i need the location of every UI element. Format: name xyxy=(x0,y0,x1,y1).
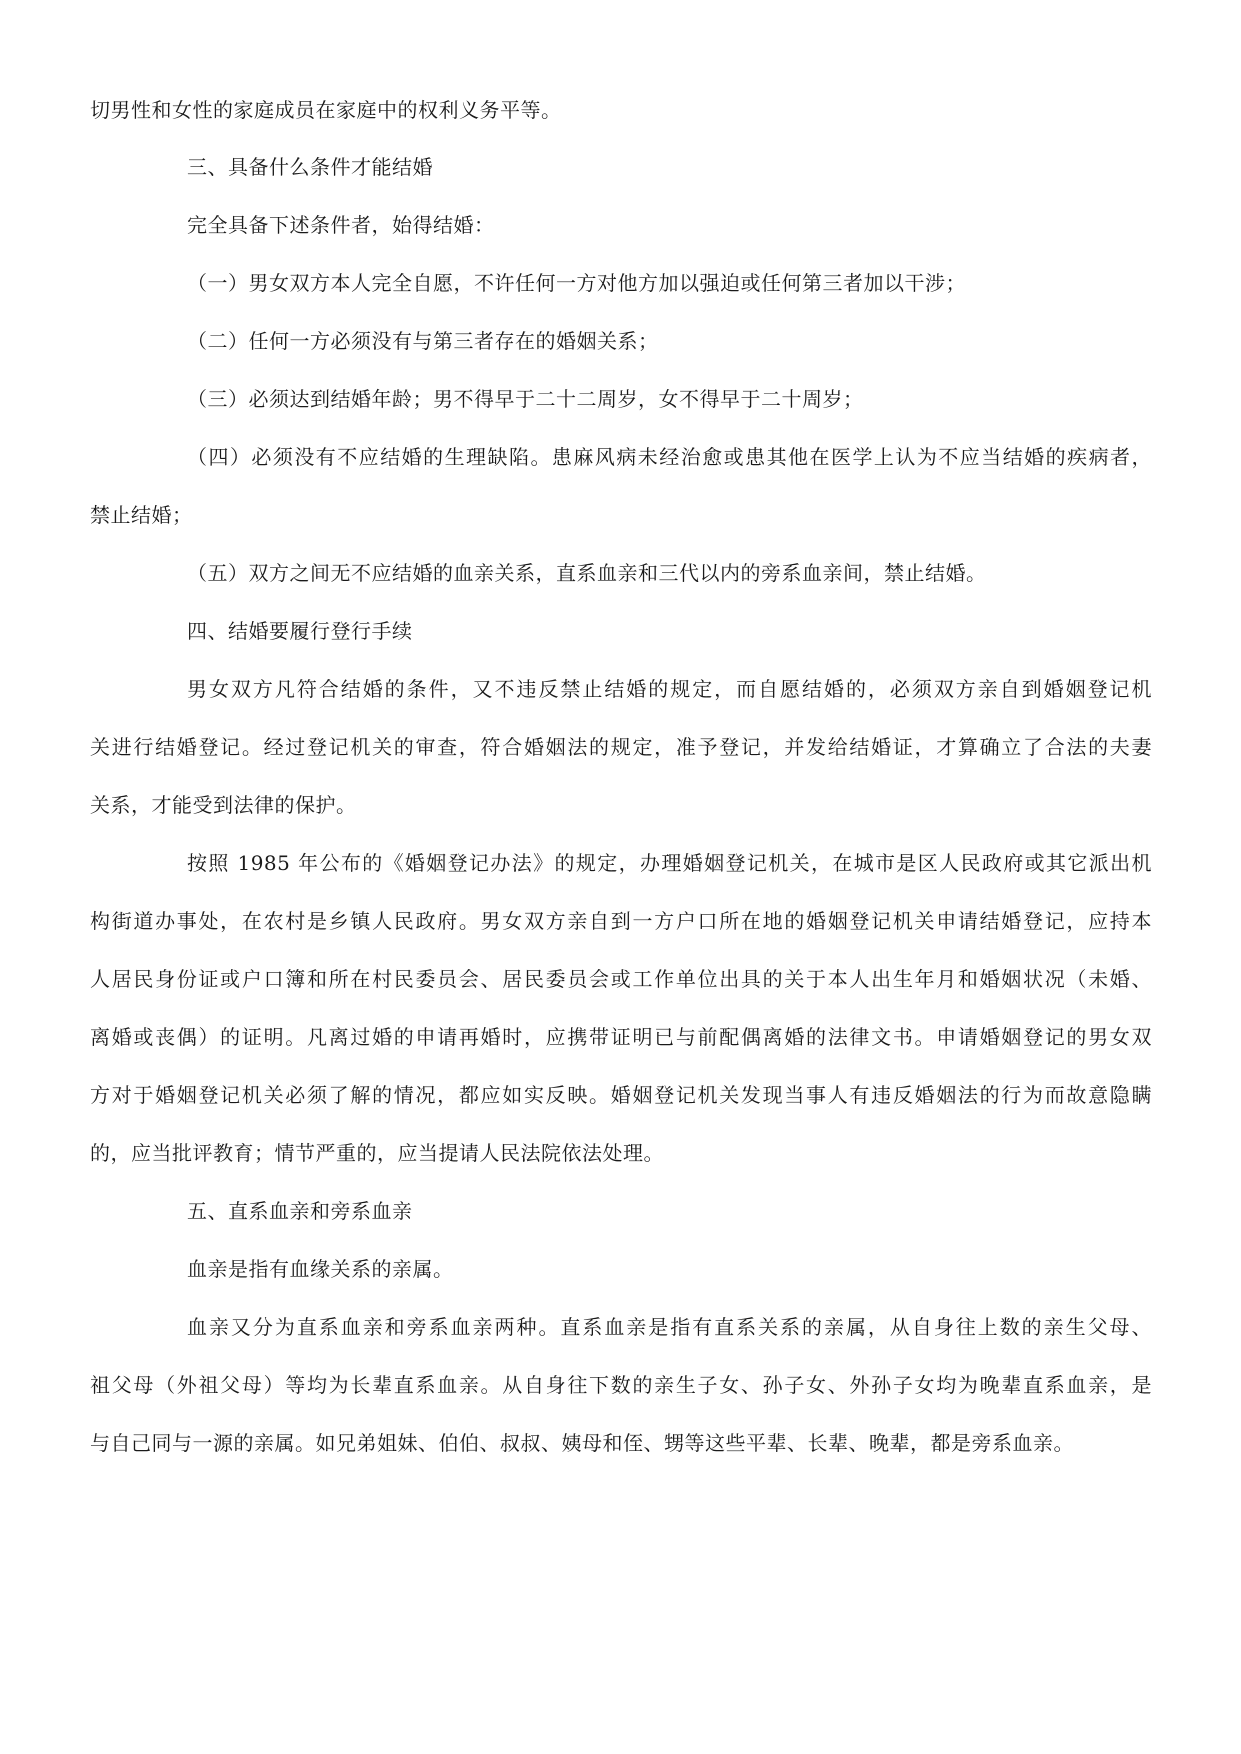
paragraph-line: 关进行结婚登记。经过登记机关的审查，符合婚姻法的规定，准予登记，并发给结婚证，才算确立了合法的夫妻 xyxy=(90,735,1152,759)
paragraph-line: 离婚或丧偶）的证明。凡离过婚的申请再婚时，应携带证明已与前配偶离婚的法律文书。申请婚姻登记的男女双 xyxy=(90,1025,1152,1049)
list-item: （一）男女双方本人完全自愿，不许任何一方对他方加以强迫或任何第三者加以干涉； xyxy=(187,271,966,295)
paragraph-line: 人居民身份证或户口簿和所在村民委员会、居民委员会或工作单位出具的关于本人出生年月和婚姻状况（未婚、 xyxy=(90,967,1152,991)
section-heading: 四、结婚要履行登行手续 xyxy=(187,619,413,643)
section-heading: 三、具备什么条件才能结婚 xyxy=(187,155,433,179)
paragraph-line: 构街道办事处，在农村是乡镇人民政府。男女双方亲自到一方户口所在地的婚姻登记机关申请结婚登记，应持本 xyxy=(90,909,1152,933)
paragraph-line: 关系，才能受到法律的保护。 xyxy=(90,793,357,817)
list-item-continuation: 禁止结婚； xyxy=(90,503,193,527)
paragraph-line: 血亲是指有血缘关系的亲属。 xyxy=(187,1257,454,1281)
list-item: （五）双方之间无不应结婚的血亲关系，直系血亲和三代以内的旁系血亲间，禁止结婚。 xyxy=(187,561,987,585)
paragraph-line: 与自己同与一源的亲属。如兄弟姐妹、伯伯、叔叔、姨母和侄、甥等这些平辈、长辈、晚辈，都是旁系血亲。 xyxy=(90,1431,1074,1455)
section-heading: 五、直系血亲和旁系血亲 xyxy=(187,1199,413,1223)
list-item: （四）必须没有不应结婚的生理缺陷。患麻风病未经治愈或患其他在医学上认为不应当结婚的疾病者， xyxy=(187,445,1152,469)
paragraph-line: 的，应当批评教育；情节严重的，应当提请人民法院依法处理。 xyxy=(90,1141,664,1165)
list-item: （二）任何一方必须没有与第三者存在的婚姻关系； xyxy=(187,329,659,353)
paragraph-line: 按照 1985 年公布的《婚姻登记办法》的规定，办理婚姻登记机关，在城市是区人民政府或其它派出机 xyxy=(187,851,1152,875)
paragraph-line: 男女双方凡符合结婚的条件，又不违反禁止结婚的规定，而自愿结婚的，必须双方亲自到婚姻登记机 xyxy=(187,677,1152,701)
paragraph-line: 祖父母（外祖父母）等均为长辈直系血亲。从自身往下数的亲生子女、孙子女、外孙子女均为晚辈直系血亲，是 xyxy=(90,1373,1152,1397)
paragraph-line: 切男性和女性的家庭成员在家庭中的权利义务平等。 xyxy=(90,98,562,122)
paragraph-line: 方对于婚姻登记机关必须了解的情况，都应如实反映。婚姻登记机关发现当事人有违反婚姻法的行为而故意隐瞒 xyxy=(90,1083,1152,1107)
paragraph-line: 血亲又分为直系血亲和旁系血亲两种。直系血亲是指有直系关系的亲属，从自身往上数的亲生父母、 xyxy=(187,1315,1152,1339)
paragraph-line: 完全具备下述条件者，始得结婚： xyxy=(187,213,495,237)
list-item: （三）必须达到结婚年龄；男不得早于二十二周岁，女不得早于二十周岁； xyxy=(187,387,864,411)
